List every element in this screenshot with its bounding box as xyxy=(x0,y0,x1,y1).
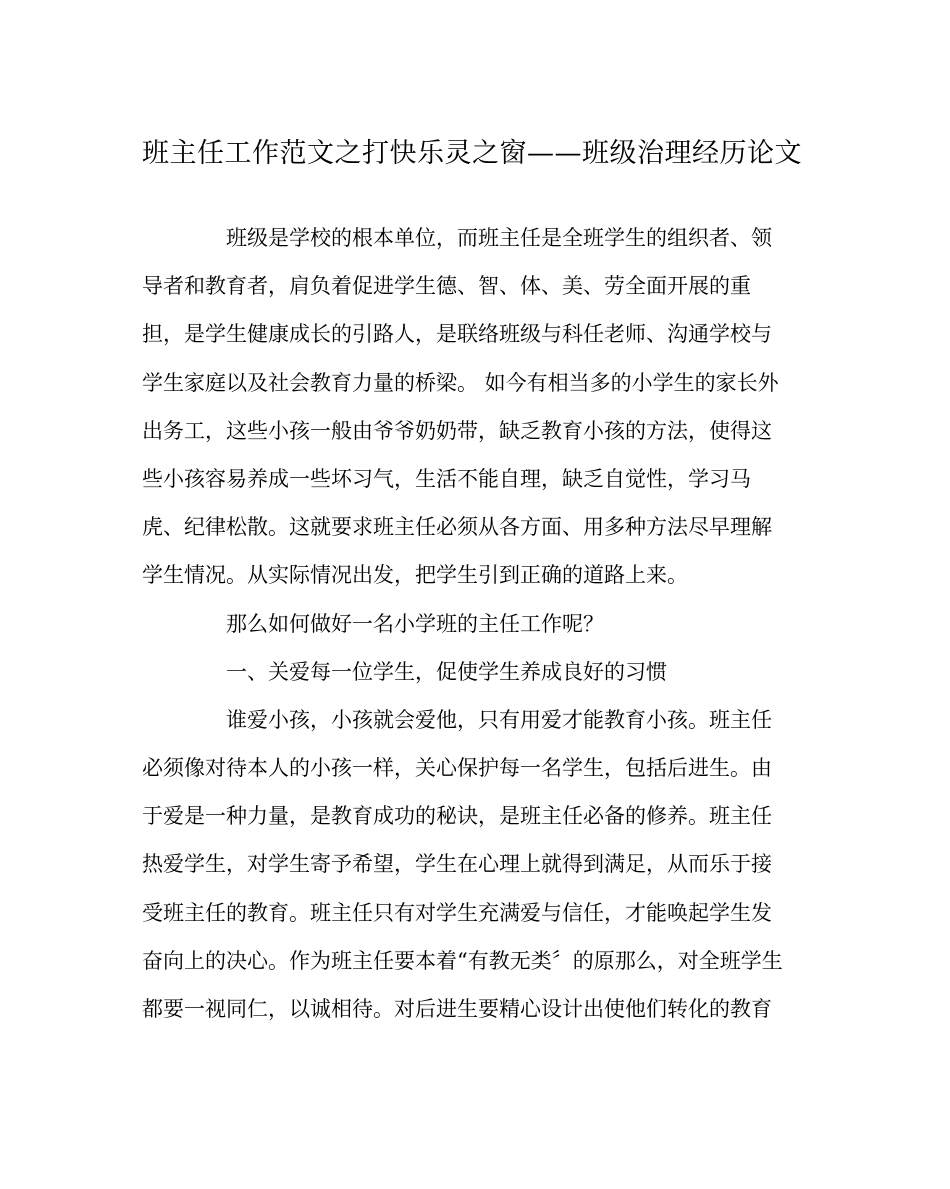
paragraph-line: 谁爱小孩，小孩就会爱他，只有用爱才能教育小孩。班主任 xyxy=(226,707,772,732)
paragraph-line: 导者和教育者，肩负着促进学生德、智、体、美、劳全面开展的重 xyxy=(142,274,751,299)
document-body xyxy=(142,214,812,1033)
paragraph-line: 担，是学生健康成长的引路人，是联络班级与科任老师、沟通学校与 xyxy=(142,322,772,347)
paragraph-line: 都要一视同仁，以诚相待。对后进生要精心设计出使他们转化的教育 xyxy=(142,997,772,1021)
paragraph-line: 热爱学生，对学生寄予希望，学生在心理上就得到满足，从而乐于接 xyxy=(142,852,772,877)
paragraph-line: 必须像对待本人的小孩一样，关心保护每一名学生，包括后进生。由 xyxy=(142,756,772,781)
paragraph-line: 些小孩容易养成一些坏习气，生活不能自理，缺乏自觉性，学习马 xyxy=(142,466,751,491)
paragraph-line: 学生家庭以及社会教育力量的桥梁。 如今有相当多的小学生的家长外 xyxy=(142,370,779,395)
document-title: 班主任工作范文之打快乐灵之窗——班级治理经历论文 xyxy=(142,138,802,169)
section-heading: 一、关爱每一位学生，促使学生养成良好的习惯 xyxy=(226,659,667,684)
paragraph-line: 奋向上的决心。作为班主任要本着“有教无类〞的原那么，对全班学生 xyxy=(142,948,783,973)
paragraph-line: 班级是学校的根本单位，而班主任是全班学生的组织者、领 xyxy=(226,226,772,250)
paragraph-line: 学生情况。从实际情况出发，把学生引到正确的道路上来。 xyxy=(142,563,688,588)
paragraph-line: 受班主任的教育。班主任只有对学生充满爱与信任，才能唤起学生发 xyxy=(142,900,772,925)
paragraph-line: 虎、纪律松散。这就要求班主任必须从各方面、用多种方法尽早理解 xyxy=(142,515,772,540)
paragraph-line: 出务工，这些小孩一般由爷爷奶奶带，缺乏教育小孩的方法，使得这 xyxy=(142,418,772,443)
paragraph-line: 那么如何做好一名小学班的主任工作呢？ xyxy=(226,611,604,636)
paragraph-line: 于爱是一种力量，是教育成功的秘诀，是班主任必备的修养。班主任 xyxy=(142,804,772,829)
